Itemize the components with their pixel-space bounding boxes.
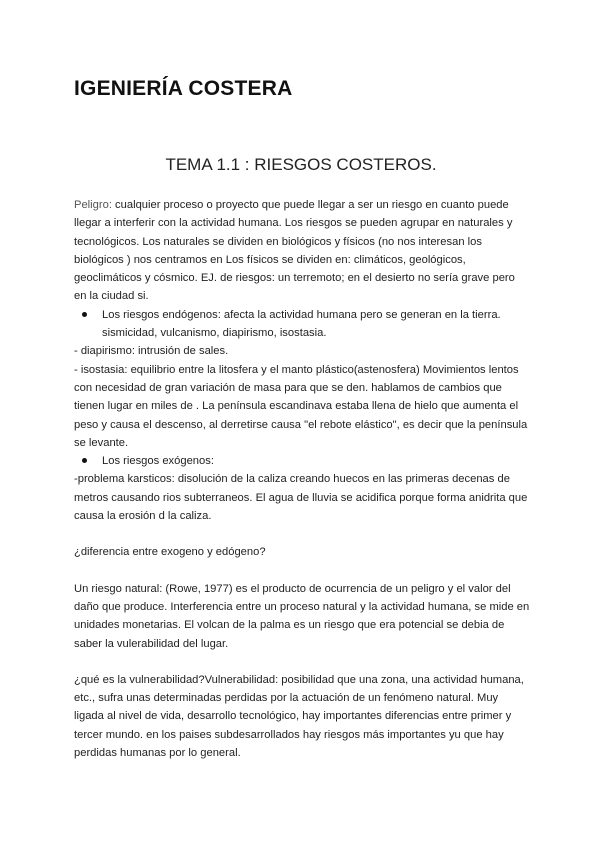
paragraph-karsticos: -problema karsticos: disolución de la caliza creando huecos en las primeras decenas de metros causando rios subterraneos. El agua de lluvia se acidifica porque forma anidrita que causa la erosión d la caliza. (74, 473, 528, 523)
spacer (74, 653, 530, 671)
bullet-dot-icon (82, 312, 87, 317)
term-peligro: Peligro: (74, 199, 112, 211)
spacer (74, 525, 530, 543)
spacer (74, 562, 530, 580)
peligro-text: cualquier proceso o proyecto que puede llegar a ser un riesgo en cuanto puede llegar a interferir con la actividad humana. Los riesgos se pueden agrupar en naturales y tecnológicos. Los naturales se dividen en biológicos y físicos (no nos interesan los biológicos ) nos centramos en Los físicos se dividen en: climáticos, geológicos, geoclimáticos y cósmico. EJ. de riesgos: un terremoto; en el desierto no sería grave pero en la ciudad si. (74, 199, 515, 303)
section-heading: TEMA 1.1 : RIESGOS COSTEROS. (165, 155, 437, 174)
document-body (74, 196, 530, 762)
bullet-list-exogenos (74, 452, 530, 470)
list-item-text: Los riesgos endógenos: afecta la actividad humana pero se generan en la tierra. sismicidad, vulcanismo, diapirismo, isostasia. (102, 308, 501, 340)
paragraph-pregunta: ¿diferencia entre exogeno y edógeno? (74, 546, 266, 559)
list-item-text: Los riesgos exógenos: (102, 455, 214, 468)
paragraph-isostasia: - isostasia: equilibrio entre la litosfera y el manto plástico(astenosfera) Movimientos lentos con necesidad de gran variación de masa para que se den. hablamos de cambios que tienen lugar en miles de . La península escandinava estaba llena de hielo que aumenta el peso y causa el descenso, al derretirse causa "el rebote elástico", es decir que la península se levante. (74, 363, 528, 449)
paragraph-riesgo-natural: Un riesgo natural: (Rowe, 1977) es el producto de ocurrencia de un peligro y el valor del daño que produce. Interferencia entre un proceso natural y la actividad humana, se mide en unidades monetarias. El volcan de la palma es un riesgo que era potencial se debia de saber la vulerabilidad del lugar. (74, 582, 530, 650)
paragraph-vulnerabilidad: ¿qué es la vulnerabilidad?Vulnerabilidad: posibilidad que una zona, una actividad humana, etc., sufra unas determinadas perdidas por la actuación de un fenómeno natural. Muy ligada al nivel de vida, desarrollo tecnológico, hay importantes diferencias entre primer y tercer mundo. en los paises subdesarrollados hay riesgos más importantes yu que hay perdidas humanas por lo general. (74, 673, 524, 760)
list-item (74, 452, 530, 470)
bullet-dot-icon (82, 458, 87, 463)
list-item (74, 306, 530, 343)
bullet-list-endogenos (74, 306, 530, 343)
paragraph-diapirismo: - diapirismo: intrusión de sales. (74, 345, 229, 358)
document-title: IGENIERÍA COSTERA (74, 77, 293, 100)
paragraph-peligro (74, 196, 530, 306)
